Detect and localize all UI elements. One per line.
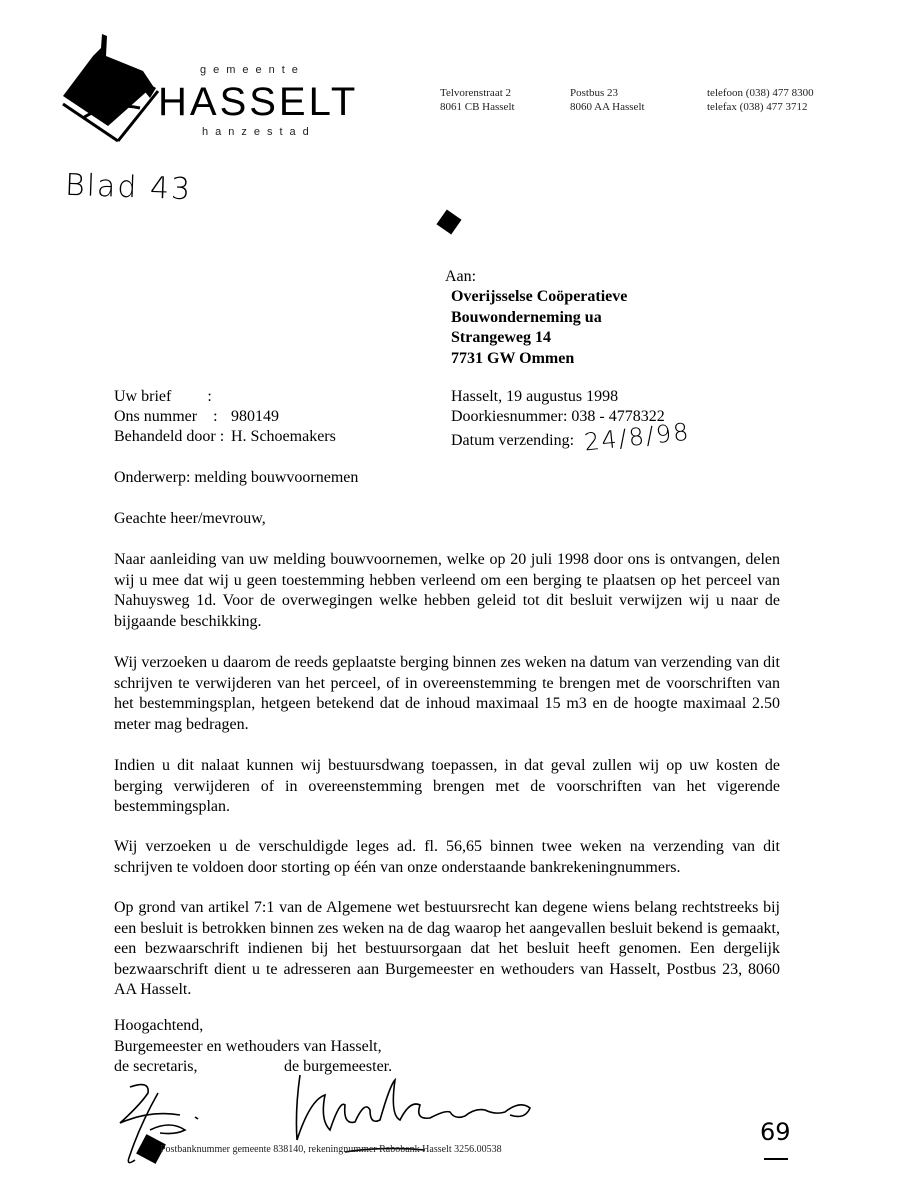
page-number: 69 [760,1118,791,1146]
body-paragraph: Wij verzoeken u daarom de reeds geplaatste berging binnen zes weken na datum van verzending van dit schrijven te verwijderen van het perceel, of in overeenstemming te brengen met de voorschriften van het bestemmingsplan, hetgeen betekend dat de inhoud maximaal 15 m3 en de hoogte maximaal 2.50 meter mag bedragen. [114,654,780,733]
secretary-role: de secretaris, [114,1058,198,1075]
street-line: Telvorenstraat 2 [440,87,512,99]
send-date-row [451,417,692,457]
our-number-value: 980149 [231,408,279,425]
postbox-postal-line: 8060 AA Hasselt [570,101,645,113]
our-number-label: Ons nummer : [114,408,218,425]
recipient-line: Overijsselse Coöperatieve [451,288,628,305]
body-paragraph: Naar aanleiding van uw melding bouwvoornemen, welke op 20 juli 1998 door ons is ontvangen, delen wij u mee dat wij u geen toestemming hebben verleend om een berging te plaatsen op het perceel van Nahuysweg 1d. Voor de overwegingen welke hebben geleid tot dit besluit verwijzen wij u naar de bijgaande beschikking. [114,551,780,630]
recipient-line: Bouwonderneming ua [451,308,602,326]
closing-greeting: Hoogachtend, [114,1017,204,1034]
bank-accounts-footer: Postbanknummer gemeente 838140, rekeningnummer Rabobank Hasselt 3256.00538 [160,1144,502,1155]
street-postal-line: 8061 CB Hasselt [440,101,515,113]
reference-block [114,387,336,447]
hasselt-logo-icon [58,26,168,146]
closing-block [114,1016,392,1078]
direct-number: Doorkiesnummer: 038 - 4778322 [451,408,665,425]
body-paragraph: Wij verzoeken u de verschuldigde leges ad. fl. 56,65 binnen twee weken na verzending van dit schrijven te voldoen door storting op één van onze onderstaande bankrekeningnummers. [114,838,780,876]
send-date-label: Datum verzending: [451,432,575,449]
body-paragraph: Indien u dit nalaat kunnen wij bestuursdwang toepassen, in dat geval zullen wij op uw kosten de berging verwijderen of in overeenstemming brengen met de voorschriften van het vigerende bestemmingsplan. [114,757,780,815]
diamond-marker-icon [436,209,461,234]
subject-line: Onderwerp: melding bouwvoornemen [114,469,359,486]
recipient-address [451,287,627,369]
place-date: Hasselt, 19 augustus 1998 [451,388,619,405]
signatory-body: Burgemeester en wethouders van Hasselt, [114,1037,382,1055]
handled-by-value: H. Schoemakers [231,428,336,445]
your-letter-row [114,387,336,407]
handled-by-label: Behandeld door : [114,428,225,445]
your-letter-label: Uw brief : [114,388,212,405]
handwritten-sheet-note: Blad 43 [64,167,193,208]
contact-phone [707,86,814,114]
our-number-row [114,407,336,427]
salutation: Geachte heer/mevrouw, [114,510,266,527]
page-number-underline [764,1158,788,1160]
brand-name: HASSELT [158,80,359,124]
recipient-line: Strangeweg 14 [451,329,551,346]
fax-line: telefax (038) 477 3712 [707,101,808,113]
brand-suffix: hanzestad [202,126,316,138]
recipient-label: Aan: [445,268,477,285]
postbox-line: Postbus 23 [570,87,618,99]
send-date-handwritten: 24/8/98 [582,417,692,457]
contact-postbox [570,86,645,114]
secretary-signature-icon [110,1075,230,1170]
contact-street [440,86,515,114]
phone-line: telefoon (038) 477 8300 [707,87,814,99]
brand-prefix: gemeente [200,64,305,76]
body-paragraph: Op grond van artikel 7:1 van de Algemene wet bestuursrecht kan degene wiens belang rechtstreeks bij een besluit is betrokken binnen zes weken na de dag waarop het aangevallen besluit bekend is gemaakt, een bezwaarschrift indienen bij het bestuursorgaan dat het besluit heeft genomen. Een dergelijk bezwaarschrift dient u te adresseren aan Burgemeester en wethouders van Hasselt, Postbus 23, 8060 AA Hasselt. [114,899,780,998]
dateline-block [451,387,692,457]
mayor-role: de burgemeester. [284,1058,393,1075]
handled-by-row [114,427,336,447]
recipient-line: 7731 GW Ommen [451,349,575,367]
